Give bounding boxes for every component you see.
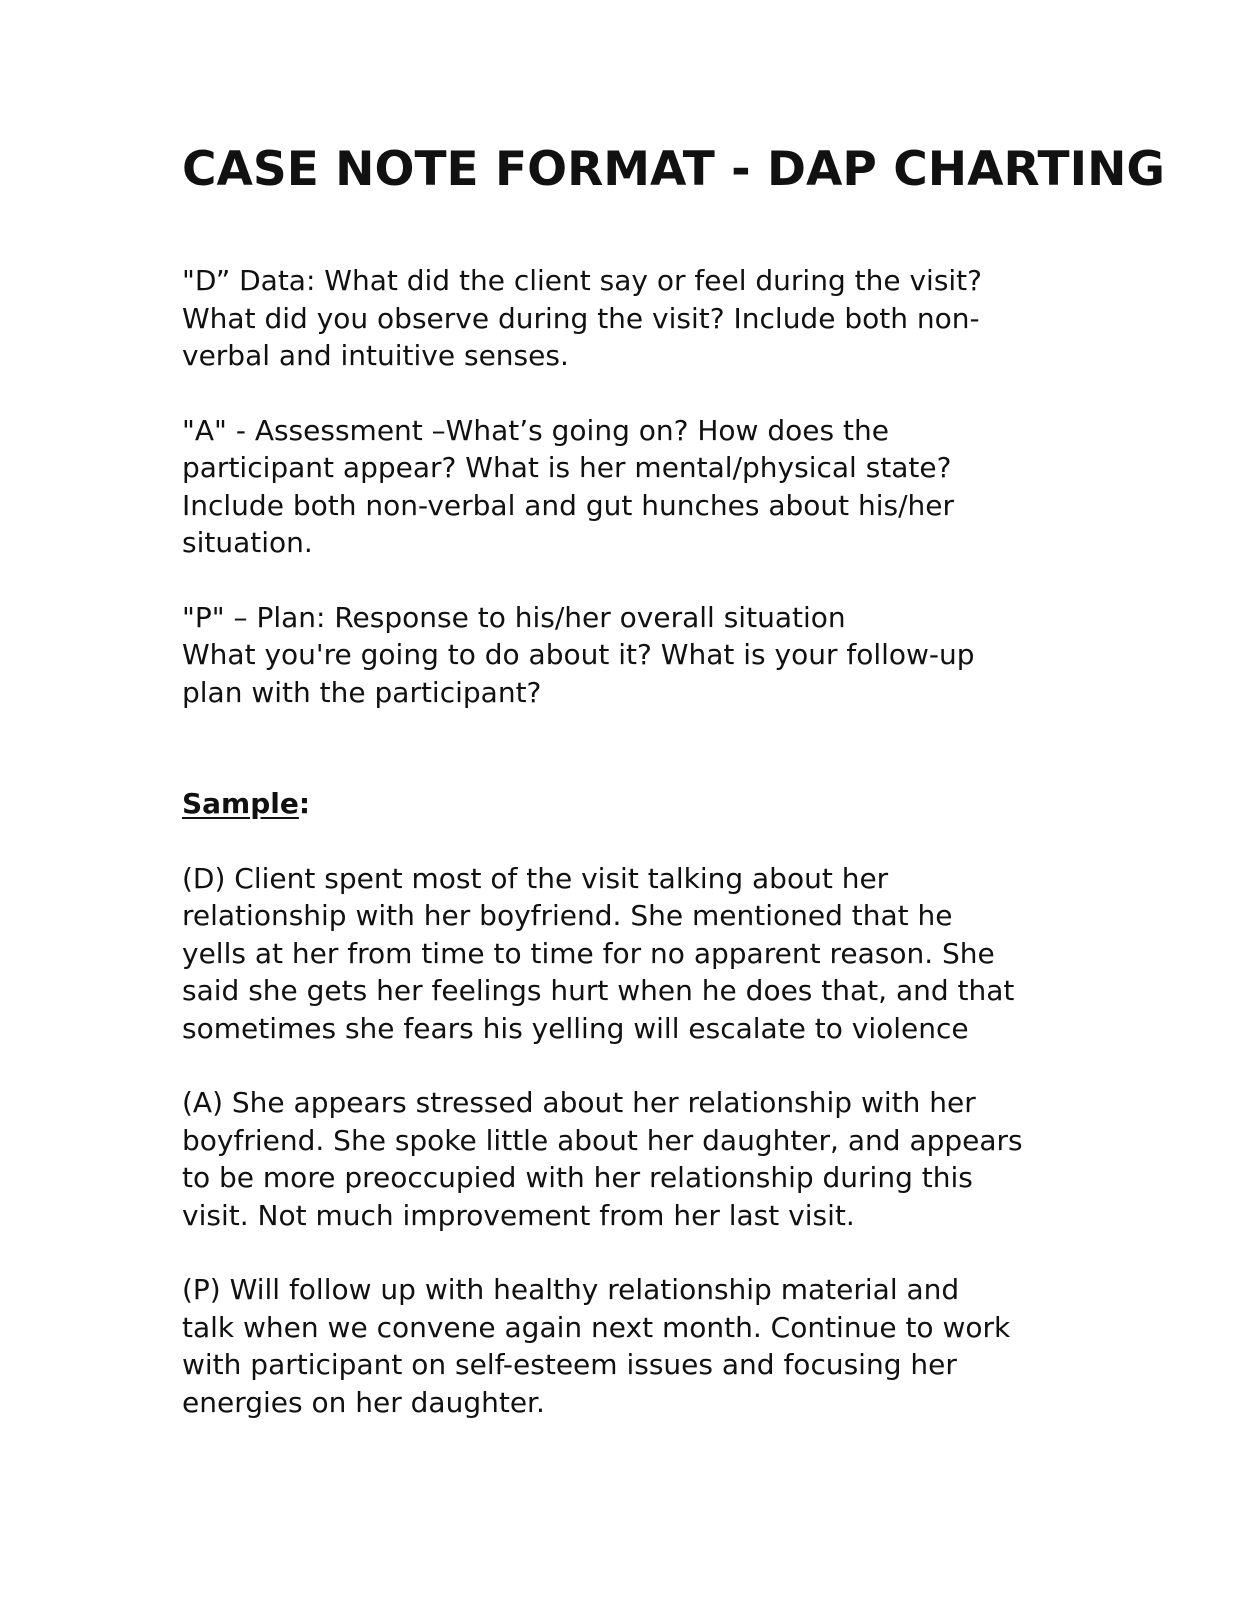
document-content bbox=[182, 140, 1165, 1421]
section-data bbox=[182, 262, 1062, 375]
sample-assessment-line: visit. Not much improvement from her last visit. bbox=[182, 1198, 855, 1232]
section-plan bbox=[182, 599, 1062, 712]
sample-plan bbox=[182, 1271, 1062, 1421]
sample-plan-line: with participant on self-esteem issues and focusing her bbox=[182, 1348, 957, 1381]
sample-heading-text: Sample bbox=[182, 787, 299, 820]
section-plan-line: What you're going to do about it? What is your follow-up bbox=[182, 638, 975, 671]
sample-plan-line: (P) Will follow up with healthy relationship material and bbox=[182, 1273, 960, 1306]
section-data-line: What did you observe during the visit? Include both non- bbox=[182, 301, 980, 335]
sample-heading-colon: : bbox=[298, 787, 311, 820]
section-assessment-line: "A" - Assessment –What’s going on? How does the bbox=[182, 413, 889, 447]
sample-data-line: (D) Client spent most of the visit talking about her bbox=[182, 861, 889, 895]
sample-data bbox=[182, 860, 1062, 1048]
sample-data-line: sometimes she fears his yelling will escalate to violence bbox=[182, 1011, 969, 1045]
page-title: CASE NOTE FORMAT - DAP CHARTING bbox=[182, 142, 1165, 197]
section-data-line: "D” Data: What did the client say or feel during the visit? bbox=[182, 264, 983, 297]
sample-plan-line: energies on her daughter. bbox=[182, 1385, 545, 1419]
section-plan-line: plan with the participant? bbox=[182, 675, 542, 709]
sample-data-line: said she gets her feelings hurt when he does that, and that bbox=[182, 974, 1015, 1007]
section-assessment-line: participant appear? What is her mental/physical state? bbox=[182, 451, 952, 484]
sample-data-line: relationship with her boyfriend. She mentioned that he bbox=[182, 899, 953, 932]
sample-assessment bbox=[182, 1084, 1062, 1234]
section-assessment-line: Include both non-verbal and gut hunches about his/her bbox=[182, 488, 955, 522]
sample-assessment-line: (A) She appears stressed about her relationship with her bbox=[182, 1086, 976, 1119]
section-data-line: verbal and intuitive senses. bbox=[182, 339, 569, 372]
sample-assessment-line: to be more preoccupied with her relationship during this bbox=[182, 1161, 973, 1194]
section-assessment-line: situation. bbox=[182, 526, 313, 559]
section-plan-line: "P" – Plan: Response to his/her overall situation bbox=[182, 600, 846, 634]
sample-assessment-line: boyfriend. She spoke little about her daughter, and appears bbox=[182, 1123, 1023, 1157]
section-assessment bbox=[182, 412, 1062, 562]
sample-data-line: yells at her from time to time for no apparent reason. She bbox=[182, 936, 995, 970]
sample-heading bbox=[182, 785, 1062, 823]
sample-plan-line: talk when we convene again next month. Continue to work bbox=[182, 1310, 1011, 1344]
